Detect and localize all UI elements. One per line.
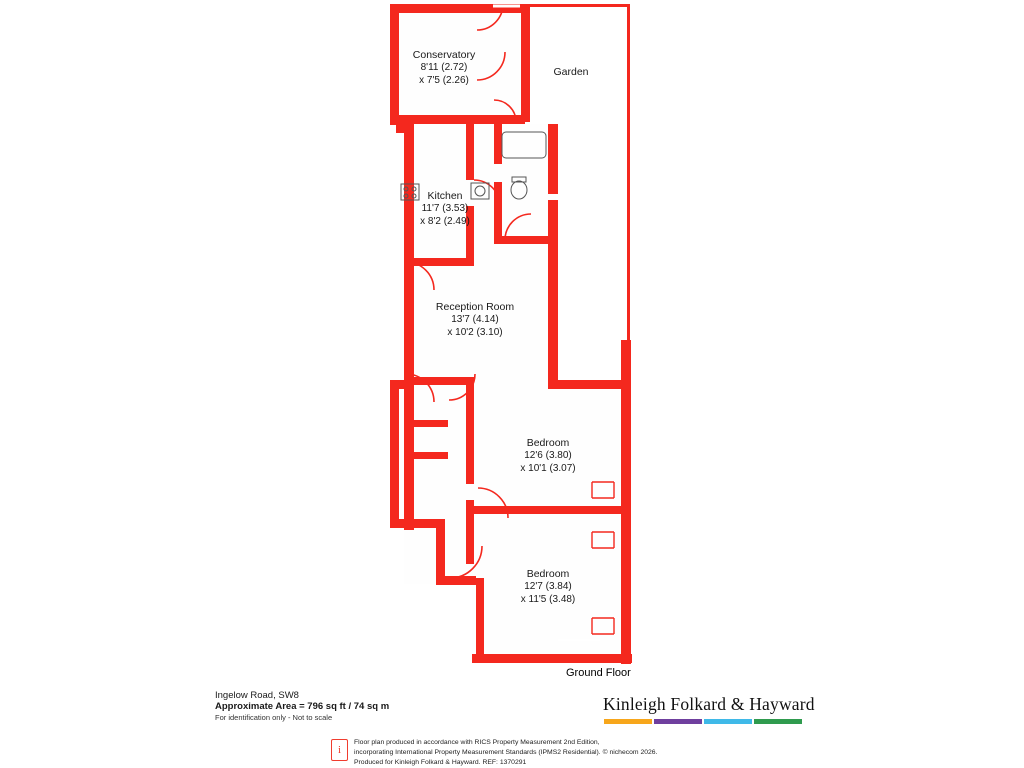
- room-label-conservatory: Conservatory 8'11 (2.72) x 7'5 (2.26): [412, 49, 476, 86]
- disclaimer: [331, 738, 657, 768]
- property-address: Ingelow Road, SW8: [215, 690, 299, 701]
- room-label-garden: Garden: [553, 66, 589, 78]
- disclaimer-line-1: Floor plan produced in accordance with RICS Property Measurement 2nd Edition,: [354, 739, 600, 746]
- room-label-bedroom-2: Bedroom 12'7 (3.84) x 11'5 (3.48): [520, 568, 576, 605]
- approximate-area: Approximate Area = 796 sq ft / 74 sq m: [215, 701, 390, 712]
- disclaimer-text: [354, 738, 657, 768]
- brand-bar-4: [754, 719, 802, 724]
- brand-bar-1: [604, 719, 652, 724]
- disclaimer-line-2: incorporating International Property Measurement Standards (IPMS2 Residential). © nichecom 2026.: [354, 748, 658, 756]
- plan-footer-info: [215, 690, 389, 722]
- brand-bar-2: [654, 719, 702, 724]
- brand-color-bars: [604, 719, 802, 724]
- identification-note: For identification only - Not to scale: [215, 713, 333, 722]
- room-label-reception-room: Reception Room 13'7 (4.14) x 10'2 (3.10): [435, 301, 515, 338]
- brand-bar-3: [704, 719, 752, 724]
- disclaimer-line-3: Produced for Kinleigh Folkard & Hayward. REF: 1370291: [354, 758, 527, 766]
- info-icon: i: [331, 739, 348, 761]
- room-label-bedroom-1: Bedroom 12'6 (3.80) x 10'1 (3.07): [520, 437, 576, 474]
- floor-title: Ground Floor: [566, 667, 631, 679]
- brand-name: Kinleigh Folkard & Hayward: [603, 694, 815, 714]
- room-label-kitchen: Kitchen 11'7 (3.53) x 8'2 (2.49): [420, 190, 470, 227]
